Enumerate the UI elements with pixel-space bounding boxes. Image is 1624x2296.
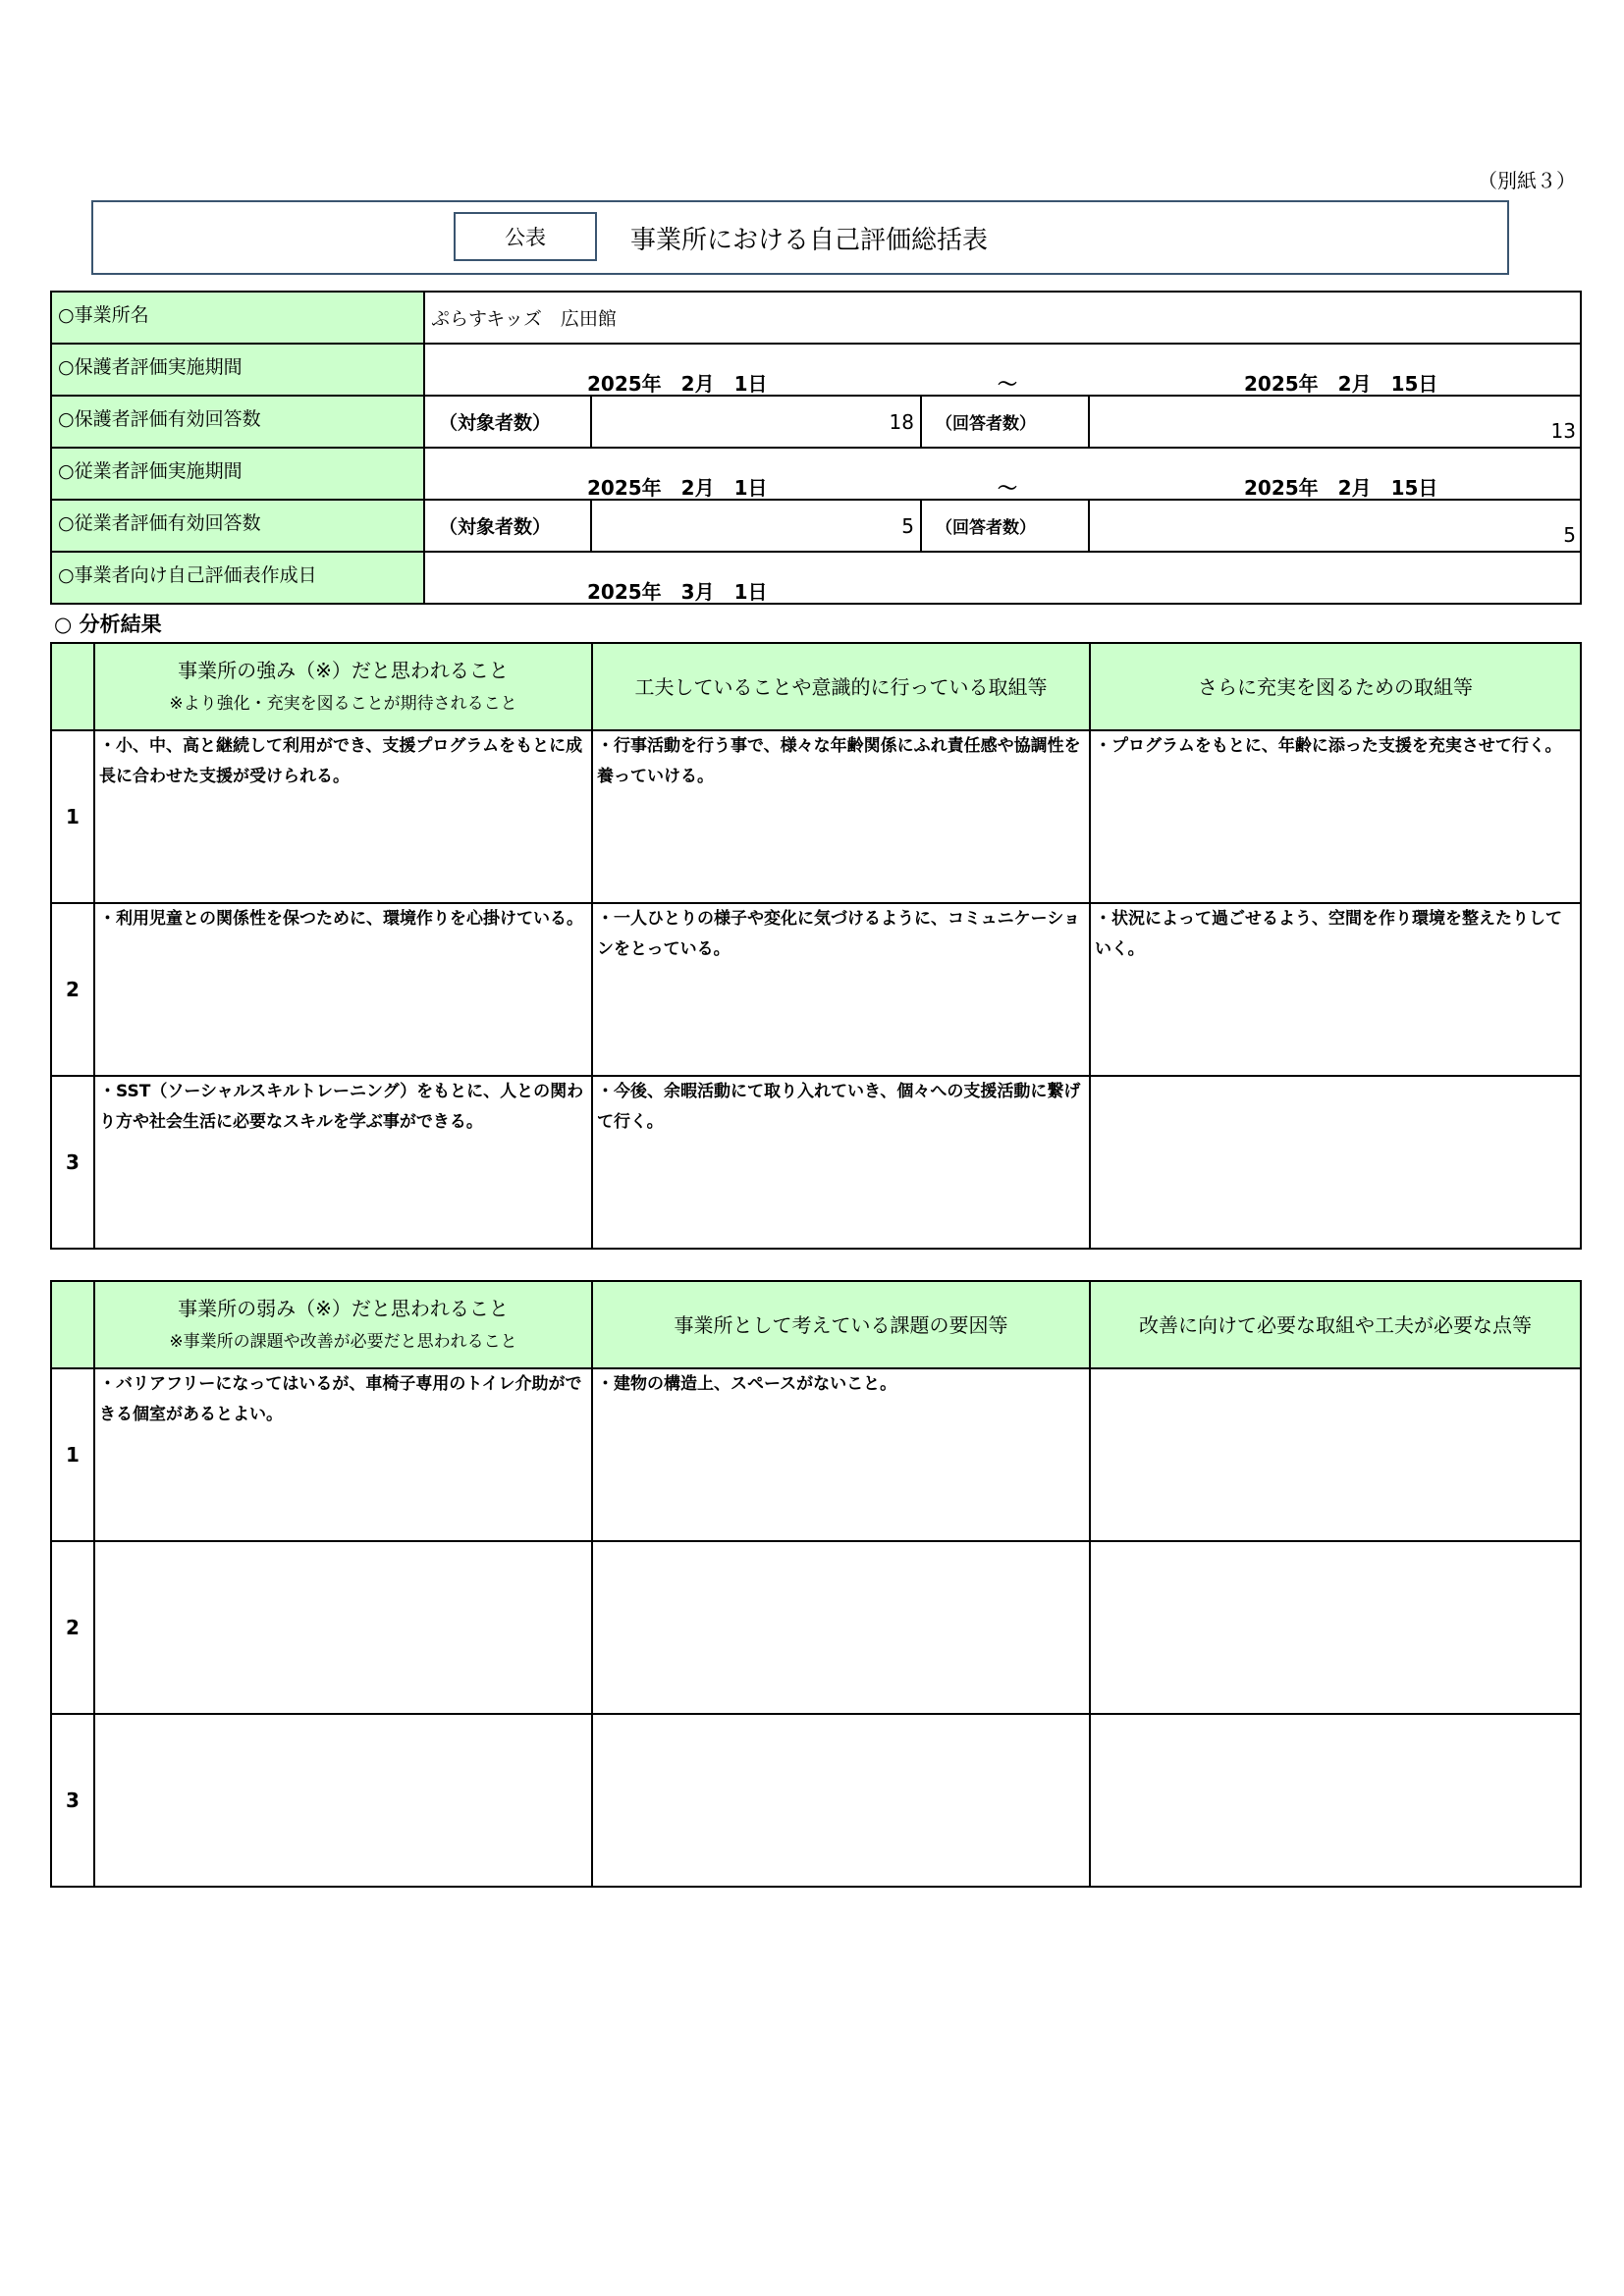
created-date-value: [424, 552, 1581, 604]
strength-text: ・利用児童との関係性を保つために、環境作りを心掛けている。: [94, 903, 592, 1076]
weaknesses-row: [51, 1368, 1581, 1541]
improvement-text: [1090, 1541, 1581, 1714]
enhancement-text: ・プログラムをもとに、年齢に添った支援を充実させて行く。: [1090, 730, 1581, 903]
created-date-row: [51, 552, 1581, 604]
effort-text: ・今後、余暇活動にて取り入れていき、個々への支援活動に繋げて行く。: [592, 1076, 1090, 1249]
created-date-label: ○事業者向け自己評価表作成日: [51, 552, 424, 604]
guardian-period-tilde: ～: [998, 372, 1017, 396]
cause-text: [592, 1541, 1090, 1714]
strengths-header-row: [51, 643, 1581, 730]
strengths-col2-header: 工夫していることや意識的に行っている取組等: [592, 643, 1090, 730]
strengths-corner-cell: [51, 643, 94, 730]
staff-responses-label: ○従業者評価有効回答数: [51, 500, 424, 552]
office-info-table: [50, 291, 1582, 605]
guardian-answered-count: 13: [1089, 396, 1581, 448]
office-name-row: [51, 292, 1581, 344]
staff-period-label: ○従業者評価実施期間: [51, 448, 424, 500]
strengths-col1-title: 事業所の強み（※）だと思われること: [178, 658, 509, 682]
guardian-period-start: 2025年 2月 1日: [587, 372, 768, 396]
strengths-row: [51, 1076, 1581, 1249]
strength-text: ・小、中、高と継続して利用ができ、支援プログラムをもとに成長に合わせた支援が受けられる。: [94, 730, 592, 903]
staff-answered-label: （回答者数）: [921, 500, 1089, 552]
weaknesses-col2-header: 事業所として考えている課題の要因等: [592, 1281, 1090, 1368]
guardian-target-count: 18: [591, 396, 921, 448]
guardian-period-end: 2025年 2月 15日: [1244, 372, 1438, 396]
weaknesses-table: [50, 1280, 1582, 1888]
weaknesses-col1-header: [94, 1281, 592, 1368]
guardian-responses-label: ○保護者評価有効回答数: [51, 396, 424, 448]
strength-text: ・SST（ソーシャルスキルトレーニング）をもとに、人との関わり方や社会生活に必要なスキルを学ぶ事ができる。: [94, 1076, 592, 1249]
strengths-col1-note: ※より強化・充実を図ることが期待されること: [169, 693, 517, 714]
cause-text: [592, 1714, 1090, 1887]
weakness-text: [94, 1714, 592, 1887]
guardian-period-value: [424, 344, 1581, 396]
annex-label: （別紙３）: [1478, 169, 1576, 192]
staff-period-tilde: ～: [998, 476, 1017, 500]
analysis-heading: ○ 分析結果: [54, 613, 162, 636]
cause-text: ・建物の構造上、スペースがないこと。: [592, 1368, 1090, 1541]
title-frame: [91, 200, 1509, 275]
guardian-period-label: ○保護者評価実施期間: [51, 344, 424, 396]
weaknesses-row: [51, 1541, 1581, 1714]
improvement-text: [1090, 1368, 1581, 1541]
staff-period-start: 2025年 2月 1日: [587, 476, 768, 500]
office-name-value: ぷらすキッズ 広田館: [424, 292, 1581, 344]
staff-answered-count: 5: [1089, 500, 1581, 552]
strengths-row: [51, 903, 1581, 1076]
strengths-table: [50, 642, 1582, 1250]
staff-period-end: 2025年 2月 15日: [1244, 476, 1438, 500]
row-number: 3: [51, 1714, 94, 1887]
effort-text: ・一人ひとりの様子や変化に気づけるように、コミュニケーションをとっている。: [592, 903, 1090, 1076]
strengths-col1-header: [94, 643, 592, 730]
staff-period-value: [424, 448, 1581, 500]
row-number: 1: [51, 730, 94, 903]
weaknesses-corner-cell: [51, 1281, 94, 1368]
staff-target-label: （対象者数）: [424, 500, 591, 552]
strengths-row: [51, 730, 1581, 903]
office-name-label: ○事業所名: [51, 292, 424, 344]
guardian-period-row: [51, 344, 1581, 396]
improvement-text: [1090, 1714, 1581, 1887]
weakness-text: [94, 1541, 592, 1714]
weaknesses-col1-title: 事業所の弱み（※）だと思われること: [178, 1296, 509, 1320]
guardian-target-label: （対象者数）: [424, 396, 591, 448]
row-number: 3: [51, 1076, 94, 1249]
guardian-responses-row: [51, 396, 1581, 448]
public-badge: 公表: [454, 212, 597, 261]
guardian-answered-label: （回答者数）: [921, 396, 1089, 448]
staff-period-row: [51, 448, 1581, 500]
weaknesses-row: [51, 1714, 1581, 1887]
row-number: 1: [51, 1368, 94, 1541]
strengths-col3-header: さらに充実を図るための取組等: [1090, 643, 1581, 730]
weaknesses-header-row: [51, 1281, 1581, 1368]
weaknesses-col3-header: 改善に向けて必要な取組や工夫が必要な点等: [1090, 1281, 1581, 1368]
enhancement-text: [1090, 1076, 1581, 1249]
enhancement-text: ・状況によって過ごせるよう、空間を作り環境を整えたりしていく。: [1090, 903, 1581, 1076]
weakness-text: ・バリアフリーになってはいるが、車椅子専用のトイレ介助ができる個室があるとよい。: [94, 1368, 592, 1541]
staff-responses-row: [51, 500, 1581, 552]
effort-text: ・行事活動を行う事で、様々な年齢関係にふれ責任感や協調性を養っていける。: [592, 730, 1090, 903]
created-date: 2025年 3月 1日: [587, 580, 768, 604]
document-title: 事業所における自己評価総括表: [630, 226, 989, 255]
row-number: 2: [51, 903, 94, 1076]
staff-target-count: 5: [591, 500, 921, 552]
weaknesses-col1-note: ※事業所の課題や改善が必要だと思われること: [169, 1331, 517, 1352]
row-number: 2: [51, 1541, 94, 1714]
